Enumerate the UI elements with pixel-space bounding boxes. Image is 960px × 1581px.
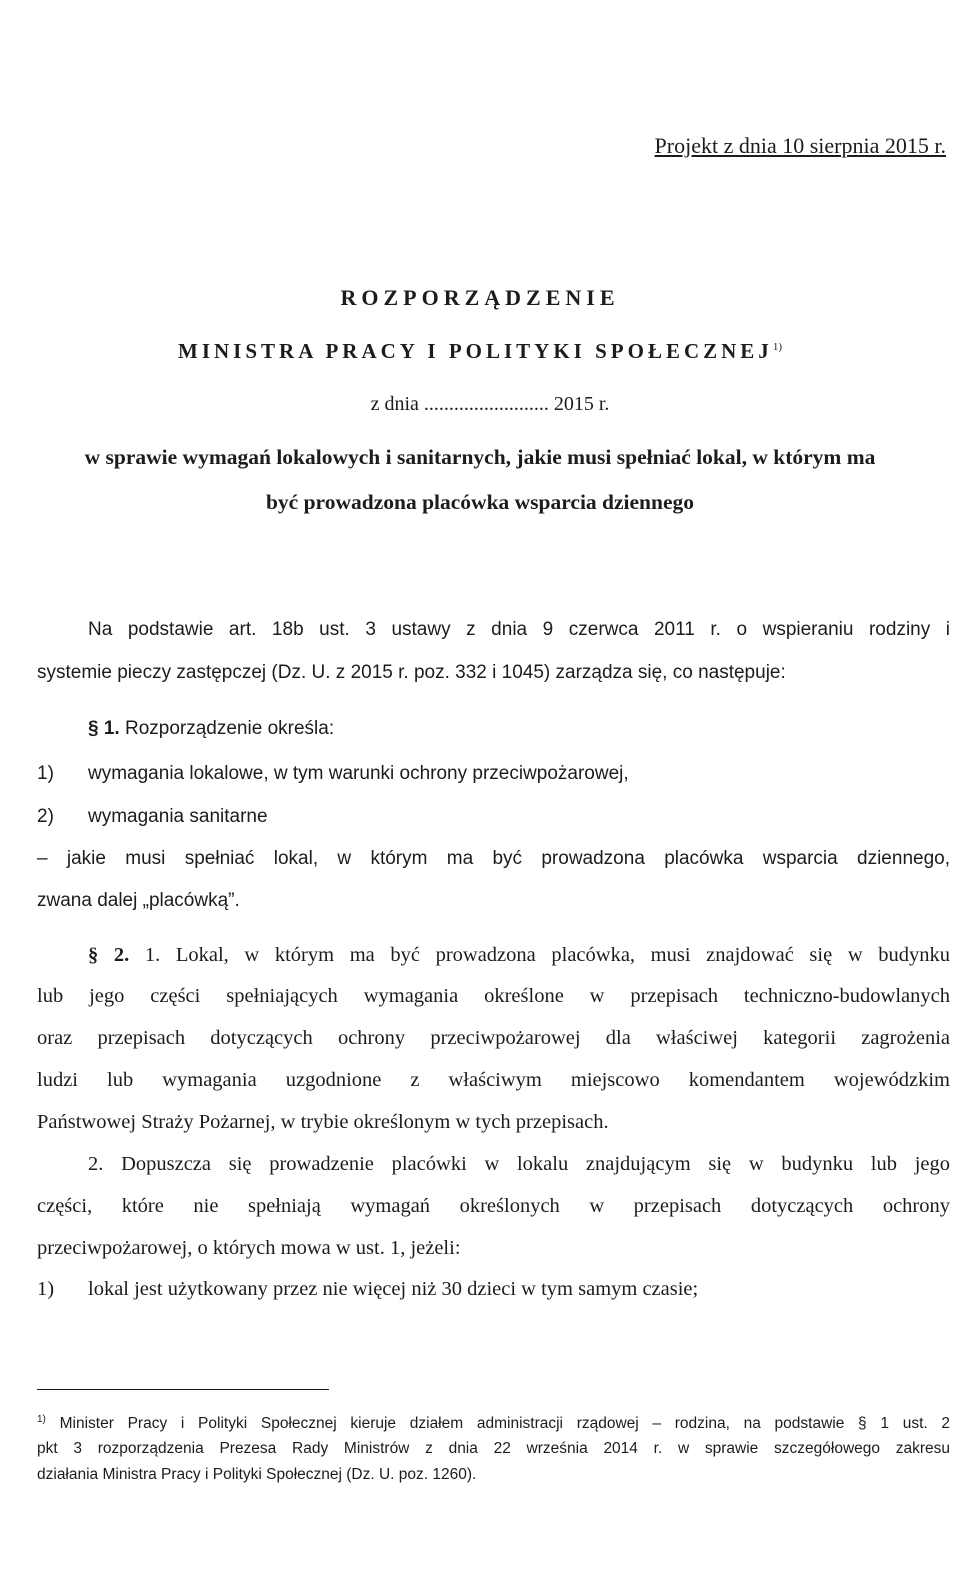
section-1-heading bbox=[88, 718, 334, 740]
section-2-item-1-number: 1) bbox=[37, 1278, 55, 1300]
act-authority bbox=[0, 339, 960, 364]
section-2-paragraph-1-line-4: ludzi lub wymagania uzgodnione z właściwym miejscowo komendantem wojewódzkim bbox=[37, 1069, 950, 1091]
section-1-item-2-text: wymagania sanitarne bbox=[88, 806, 268, 827]
section-2-paragraph-2-line-3: przeciwpożarowej, o których mowa w ust. 1, jeżeli: bbox=[37, 1237, 461, 1259]
section-1-item-2-number: 2) bbox=[37, 806, 54, 827]
footnote-separator bbox=[37, 1389, 329, 1390]
section-2-paragraph-2-line-1: 2. Dopuszcza się prowadzenie placówki w lokalu znajdującym się w budynku lub jego bbox=[88, 1153, 950, 1175]
footnote-line-2: pkt 3 rozporządzenia Prezesa Rady Ministrów z dnia 22 września 2014 r. w sprawie szczegółowego zakresu bbox=[37, 1440, 950, 1457]
section-1-closing-line-1: – jakie musi spełniać lokal, w którym ma być prowadzona placówka wsparcia dziennego, bbox=[37, 848, 950, 869]
footnote-marker: 1) bbox=[37, 1414, 46, 1425]
section-1-item-1-text: wymagania lokalowe, w tym warunki ochrony przeciwpożarowej, bbox=[88, 763, 629, 784]
act-subject-line-1: w sprawie wymagań lokalowych i sanitarnych, jakie musi spełniać lokal, w którym ma bbox=[84, 445, 876, 469]
section-2-paragraph-2-line-2: części, które nie spełniają wymagań określonych w przepisach dotyczących ochrony bbox=[37, 1195, 950, 1217]
project-date: Projekt z dnia 10 sierpnia 2015 r. bbox=[654, 133, 946, 158]
section-2-paragraph-1-line-5: Państwowej Straży Pożarnej, w trybie określonym w tych przepisach. bbox=[37, 1111, 609, 1133]
section-1-closing-line-2: zwana dalej „placówką”. bbox=[37, 890, 240, 911]
authority-text: MINISTRA PRACY I POLITYKI SPOŁECZNEJ bbox=[178, 339, 773, 363]
section-2-paragraph-1-line-3: oraz przepisach dotyczących ochrony przeciwpożarowej dla właściwej kategorii zagrożenia bbox=[37, 1027, 950, 1049]
act-subject-line-2: być prowadzona placówka wsparcia dziennego bbox=[265, 490, 695, 514]
section-2-paragraph-1-line-1 bbox=[88, 944, 950, 967]
section-1-marker: § 1. bbox=[88, 718, 120, 739]
preamble-line-2: systemie pieczy zastępczej (Dz. U. z 2015 r. poz. 332 i 1045) zarządza się, co następuje: bbox=[37, 662, 786, 683]
section-1-item-1-number: 1) bbox=[37, 763, 54, 784]
footnote-line-1-text: Minister Pracy i Polityki Społecznej kieruje działem administracji rządowej – rodzina, na podstawie § 1 ust. 2 bbox=[59, 1415, 951, 1433]
section-1-intro: Rozporządzenie określa: bbox=[124, 718, 335, 739]
act-date: z dnia ......................... 2015 r. bbox=[370, 393, 610, 415]
section-2-p1-first-line: 1. Lokal, w którym ma być prowadzona placówka, musi znajdować się w budynku bbox=[144, 944, 950, 966]
footnote-line-1 bbox=[37, 1414, 950, 1433]
section-2-paragraph-1-line-2: lub jego części spełniających wymagania określone w przepisach techniczno-budowlanych bbox=[37, 985, 950, 1007]
preamble-line-1: Na podstawie art. 18b ust. 3 ustawy z dnia 9 czerwca 2011 r. o wspieraniu rodziny i bbox=[88, 619, 950, 640]
section-2-item-1-text: lokal jest użytkowany przez nie więcej niż 30 dzieci w tym samym czasie; bbox=[88, 1278, 699, 1300]
footnote-reference: 1) bbox=[772, 341, 782, 353]
section-2-marker: § 2. bbox=[88, 944, 130, 966]
act-title: ROZPORZĄDZENIE bbox=[340, 285, 620, 310]
footnote-line-3: działania Ministra Pracy i Polityki Społecznej (Dz. U. poz. 1260). bbox=[37, 1466, 477, 1483]
